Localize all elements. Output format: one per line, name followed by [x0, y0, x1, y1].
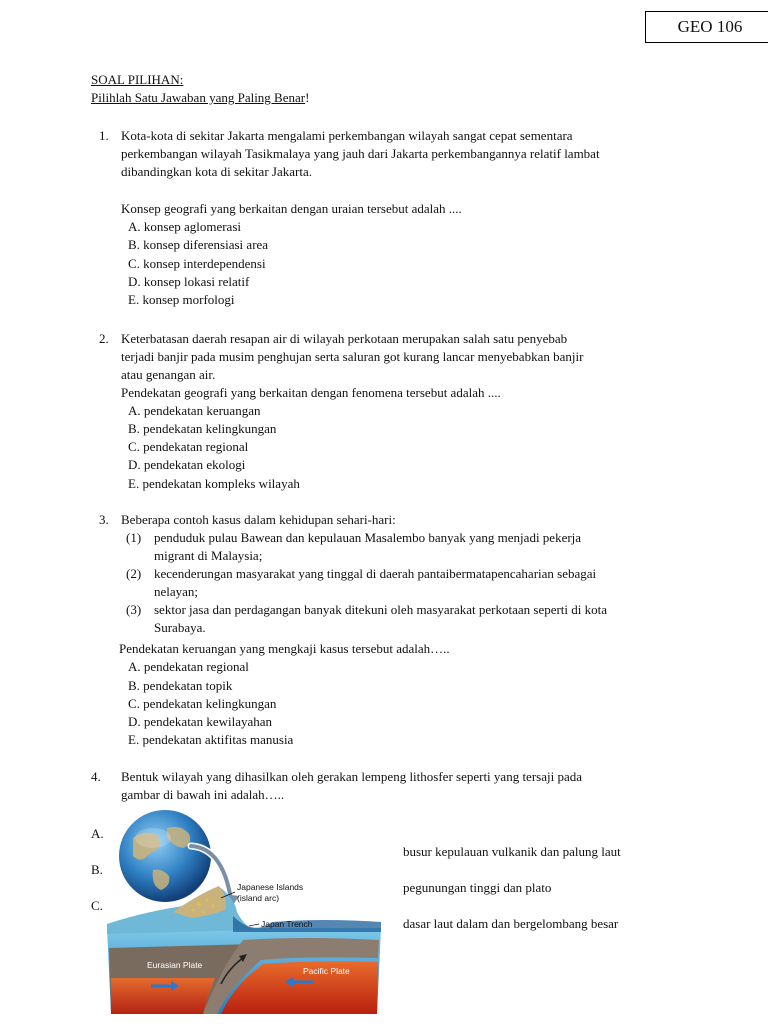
label-eurasian: Eurasian Plate: [147, 960, 203, 970]
case-number: (1): [126, 530, 142, 545]
option: C. pendekatan regional: [128, 439, 249, 454]
question-number: 4.: [91, 769, 101, 784]
question-line: Bentuk wilayah yang dihasilkan oleh gerakan lempeng lithosfer seperti yang tersaji pada: [121, 769, 582, 784]
choice-text-b: pegunungan tinggi dan plato: [403, 880, 552, 895]
question-line: atau genangan air.: [121, 367, 216, 382]
question-prompt: Pendekatan geografi yang berkaitan dengan fenomena tersebut adalah ....: [121, 385, 501, 400]
question-line: Keterbatasan daerah resapan air di wilayah perkotaan merupakan salah satu penyebab: [121, 331, 568, 346]
document-code-box: [645, 11, 768, 43]
globe-icon: [119, 810, 211, 902]
option: D. konsep lokasi relatif: [128, 274, 250, 289]
case-line: Surabaya.: [154, 620, 206, 635]
choice-letter-a: A.: [91, 826, 104, 841]
instruction-mark: !: [305, 90, 310, 105]
case-number: (3): [126, 602, 142, 617]
choice-text-a: busur kepulauan vulkanik dan palung laut: [403, 844, 621, 859]
case-line: kecenderungan masyarakat yang tinggal di daerah pantaibermatapencaharian sebagai: [154, 566, 597, 581]
option: D. pendekatan ekologi: [128, 457, 246, 472]
question-line: terjadi banjir pada musim penghujan serta saluran got kurang lancar menyebabkan banjir: [121, 349, 584, 364]
choice-text-c: dasar laut dalam dan bergelombang besar: [403, 916, 619, 931]
question-line: dibandingkan kota di sekitar Jakarta.: [121, 164, 312, 179]
question-number: 2.: [99, 331, 109, 346]
option: C. konsep interdependensi: [128, 256, 266, 271]
option: B. pendekatan topik: [128, 678, 233, 693]
question-number: 1.: [99, 128, 109, 143]
case-number: (2): [126, 566, 142, 581]
instruction: [91, 89, 309, 107]
label-arc: (island arc): [237, 893, 280, 903]
option: B. konsep diferensiasi area: [128, 237, 269, 252]
option: A. pendekatan regional: [128, 659, 249, 674]
option: E. pendekatan aktifitas manusia: [128, 732, 294, 747]
option: B. pendekatan kelingkungan: [128, 421, 277, 436]
instruction-text: Pilihlah Satu Jawaban yang Paling Benar: [91, 90, 306, 105]
question-prompt: Konsep geografi yang berkaitan dengan uraian tersebut adalah ....: [121, 201, 462, 216]
option: A. pendekatan keruangan: [128, 403, 261, 418]
label-islands: Japanese Islands: [237, 882, 304, 892]
case-line: sektor jasa dan perdagangan banyak ditekuni oleh masyarakat perkotaan seperti di kota: [154, 602, 608, 617]
document-code: GEO 106: [677, 17, 743, 36]
case-line: migrant di Malaysia;: [154, 548, 263, 563]
option: E. pendekatan kompleks wilayah: [128, 476, 300, 491]
case-line: penduduk pulau Bawean dan kepulauan Masalembo banyak yang menjadi pekerja: [154, 530, 582, 545]
label-trench: Japan Trench: [261, 919, 313, 929]
question-line: Kota-kota di sekitar Jakarta mengalami perkembangan wilayah sangat cepat sementara: [121, 128, 573, 143]
subduction-figure: [103, 808, 383, 1014]
case-line: nelayan;: [154, 584, 199, 599]
choice-letter-c: C.: [91, 898, 103, 913]
section-title: SOAL PILIHAN:: [91, 72, 184, 87]
question-number: 3.: [99, 512, 109, 527]
question-line: Beberapa contoh kasus dalam kehidupan sehari-hari:: [121, 512, 396, 527]
option: A. konsep aglomerasi: [128, 219, 242, 234]
option: E. konsep morfologi: [128, 292, 235, 307]
option: C. pendekatan kelingkungan: [128, 696, 277, 711]
question-line: perkembangan wilayah Tasikmalaya yang jauh dari Jakarta perkembangannya relatif lambat: [121, 146, 600, 161]
question-line: gambar di bawah ini adalah…..: [121, 787, 285, 802]
choice-letter-b: B.: [91, 862, 103, 877]
question-prompt: Pendekatan keruangan yang mengkaji kasus tersebut adalah…..: [119, 641, 450, 656]
label-pacific: Pacific Plate: [303, 966, 350, 976]
option: D. pendekatan kewilayahan: [128, 714, 273, 729]
